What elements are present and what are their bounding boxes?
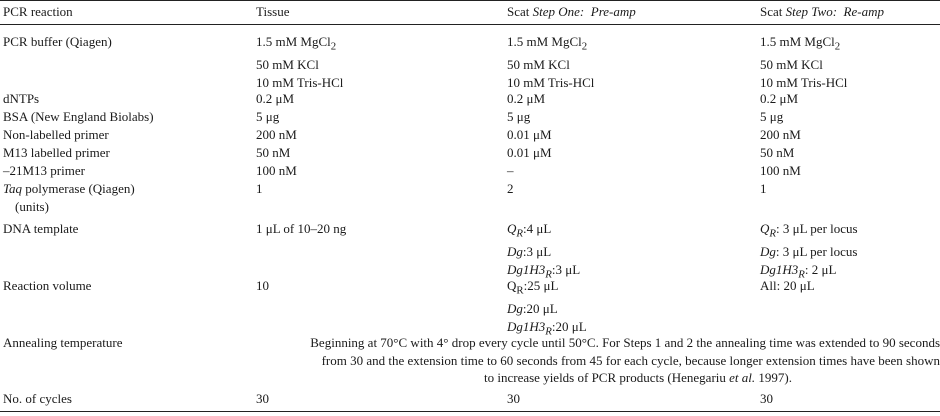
cell-pre-amp: 5 μg	[507, 109, 531, 124]
header-scat-label: Scat	[760, 4, 786, 19]
row-label: DNA template	[3, 221, 79, 236]
cell-line: $Q_R:4$ μL	[507, 221, 552, 240]
cell-line: 10 mM Tris-HCl	[256, 74, 344, 90]
header-pcr-reaction: PCR reaction	[3, 4, 73, 19]
cell-re-amp: 100 nM	[760, 163, 801, 178]
cell-tissue: 30	[256, 391, 269, 406]
row-label: PCR buffer (Qiagen)	[3, 34, 112, 49]
header-step-two-label: Step Two:	[785, 4, 838, 19]
cell-pre-amp: 0.2 μM	[507, 91, 546, 106]
cell-line: to increase yields of PCR products (Henegariu et al. 1997).	[484, 370, 792, 385]
cell-line: from 30 and the extension time to 60 seconds from 45 for each cycle, because longer extension times have been shown	[321, 352, 940, 368]
header-pre-amp-label: Pre-amp	[584, 4, 636, 19]
cell-re-amp: 5 μg	[760, 109, 784, 124]
cell-line: 1.5 mM MgCl$_2$	[507, 34, 588, 53]
header-scat-step-one	[507, 3, 757, 21]
cell-re-amp	[760, 33, 940, 91]
cell-line: 50 mM KCl	[507, 57, 570, 73]
cell-re-amp: 1	[760, 181, 767, 196]
table-top-rule	[0, 0, 940, 1]
cell-line: 1.5 mM MgCl$_2$	[256, 34, 337, 53]
cell-pre-amp	[507, 33, 757, 91]
cell-pre-amp: –	[507, 163, 514, 178]
cell-tissue: 0.2 μM	[256, 91, 295, 106]
cell-line: 50 mM KCl	[760, 57, 823, 73]
header-re-amp-label: Re-amp	[837, 4, 884, 19]
cell-line: 50 mM KCl	[256, 57, 319, 73]
cell-tissue: 5 μg	[256, 109, 280, 124]
table-bottom-rule	[0, 411, 940, 412]
cell-line: $Q_R:25$ μL	[507, 278, 559, 297]
cell-pre-amp	[507, 220, 757, 284]
cell-tissue: 1	[256, 181, 263, 196]
cell-line: Dg: 3 μL per locus	[760, 244, 858, 260]
row-label: M13 labelled primer	[3, 145, 110, 160]
cell-line: $Dg1H3_R$: 2 μL	[760, 261, 837, 281]
row-label: dNTPs	[3, 91, 40, 106]
cell-pre-amp: 2	[507, 181, 514, 196]
header-step-one-label: Step One:	[532, 4, 585, 19]
cell-pre-amp: 0.01 μM	[507, 127, 552, 142]
row-label: Reaction volume	[3, 278, 92, 293]
cell-re-amp: 200 nM	[760, 127, 801, 142]
cell-line: $Dg1H3_R:20$ μL	[507, 318, 587, 338]
header-scat-label: Scat	[507, 4, 533, 19]
cell-re-amp: All: 20 μL	[760, 278, 815, 293]
row-label: –21M13 primer	[3, 163, 85, 178]
cell-tissue	[256, 33, 504, 91]
cell-line: $Dg1H3_R:3$ μL	[507, 261, 581, 281]
cell-line: 10 mM Tris-HCl	[760, 74, 848, 90]
cell-pre-amp	[507, 277, 757, 341]
cell-pre-amp: 30	[507, 391, 520, 406]
cell-tissue: 200 nM	[256, 127, 297, 142]
cell-line: Beginning at 70°C with 4° drop every cycle until 50°C. For Steps 1 and 2 the annealing time was extended to 90 seconds	[310, 335, 940, 350]
cell-line: 1.5 mM MgCl$_2$	[760, 34, 841, 53]
row-label: BSA (New England Biolabs)	[3, 109, 154, 124]
cell-re-amp	[760, 220, 940, 284]
cell-pre-amp: 0.01 μM	[507, 145, 552, 160]
cell-line: 10 mM Tris-HCl	[507, 74, 595, 90]
cell-annealing-description	[256, 334, 940, 387]
row-label: Non-labelled primer	[3, 127, 109, 142]
cell-line: $Q_R$: 3 μL per locus	[760, 221, 858, 240]
row-label: Annealing temperature	[3, 335, 123, 350]
cell-tissue: 50 nM	[256, 145, 291, 160]
cell-line: Taq polymerase (Qiagen)	[3, 181, 135, 196]
cell-re-amp: 30	[760, 391, 773, 406]
cell-tissue: 100 nM	[256, 163, 297, 178]
header-tissue: Tissue	[256, 4, 290, 19]
cell-line: (units)	[15, 198, 49, 214]
header-rule	[0, 24, 940, 25]
row-label	[3, 180, 253, 215]
row-label: No. of cycles	[3, 391, 72, 406]
cell-tissue: 10	[256, 278, 269, 293]
cell-re-amp: 0.2 μM	[760, 91, 799, 106]
cell-line: Dg:3 μL	[507, 244, 552, 260]
cell-re-amp: 50 nM	[760, 145, 795, 160]
cell-tissue: 1 μL of 10–20 ng	[256, 221, 347, 236]
cell-line: Dg:20 μL	[507, 301, 558, 317]
header-scat-step-two	[760, 3, 940, 21]
